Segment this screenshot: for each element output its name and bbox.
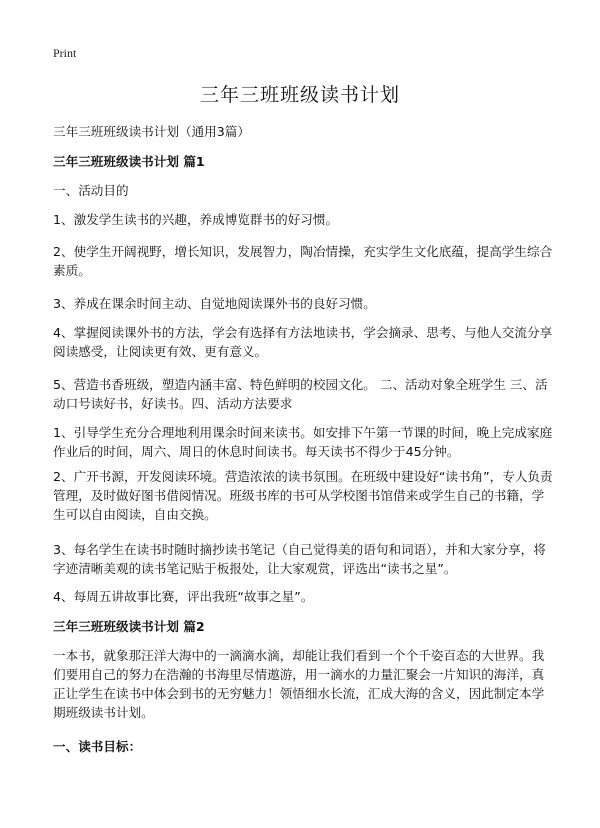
list-item: 2、广开书源，开发阅读环境。营造浓浓的读书氛围。在班级中建设好“读书角”，专人负责管理，及时做好图书借阅情况。班级书库的书可从学校图书馆借来或学生自己的书籍，学生可以自由阅读，自由交换。: [53, 469, 553, 522]
part2-section-title: 一、读书目标：: [53, 739, 142, 754]
list-item: 4、每周五讲故事比赛，评出我班“故事之星”。: [53, 589, 314, 604]
document-subtitle: 三年三班班级读书计划（通用3篇）: [53, 124, 250, 139]
print-label: Print: [53, 46, 77, 60]
part1-section-title: 一、活动目的: [53, 183, 129, 198]
list-item: 1、激发学生读书的兴趣，养成博览群书的好习惯。: [53, 212, 339, 227]
list-item: 3、养成在课余时间主动、自觉地阅读课外书的良好习惯。: [53, 296, 376, 311]
list-item: 3、每名学生在读书时随时摘抄读书笔记（自己觉得美的语句和词语），并和大家分享，将字迹清晰美观的读书笔记贴于板报处，让大家观赏，评选出“读书之星”。: [53, 542, 546, 576]
list-item: 4、掌握阅读课外书的方法，学会有选择有方法地读书，学会摘录、思考、与他人交流分享阅读感受，让阅读更有效、更有意义。: [53, 325, 553, 359]
document-title: 三年三班班级读书计划: [199, 84, 400, 106]
part1-heading: 三年三班班级读书计划 篇1: [53, 154, 205, 169]
list-item: 2、使学生开阔视野，增长知识，发展智力，陶冶情操，充实学生文化底蕴，提高学生综合素质。: [53, 244, 553, 278]
list-item: 1、引导学生充分合理地利用课余时间来读书。如安排下午第一节课的时间，晚上完成家庭作业后的时间，周六、周日的休息时间读书。每天读书不得少于45分钟。: [53, 425, 553, 459]
part2-intro-paragraph: 一本书，就象那汪洋大海中的一滴滴水滴，却能让我们看到一个个千姿百态的大世界。我们要用自己的努力在浩瀚的书海里尽情遨游，用一滴水的力量汇聚会一片知识的海洋，真正让学生在读书中体会到书的无穷魅力！领悟细水长流，汇成大海的含义，因此制定本学期班级读书计划。: [53, 648, 545, 720]
list-item: 5、营造书香班级，塑造内涵丰富、特色鲜明的校园文化。 二、活动对象全班学生 三、活动口号读好书，好读书。四、活动方法要求: [53, 377, 548, 411]
part2-heading: 三年三班班级读书计划 篇2: [53, 619, 205, 634]
